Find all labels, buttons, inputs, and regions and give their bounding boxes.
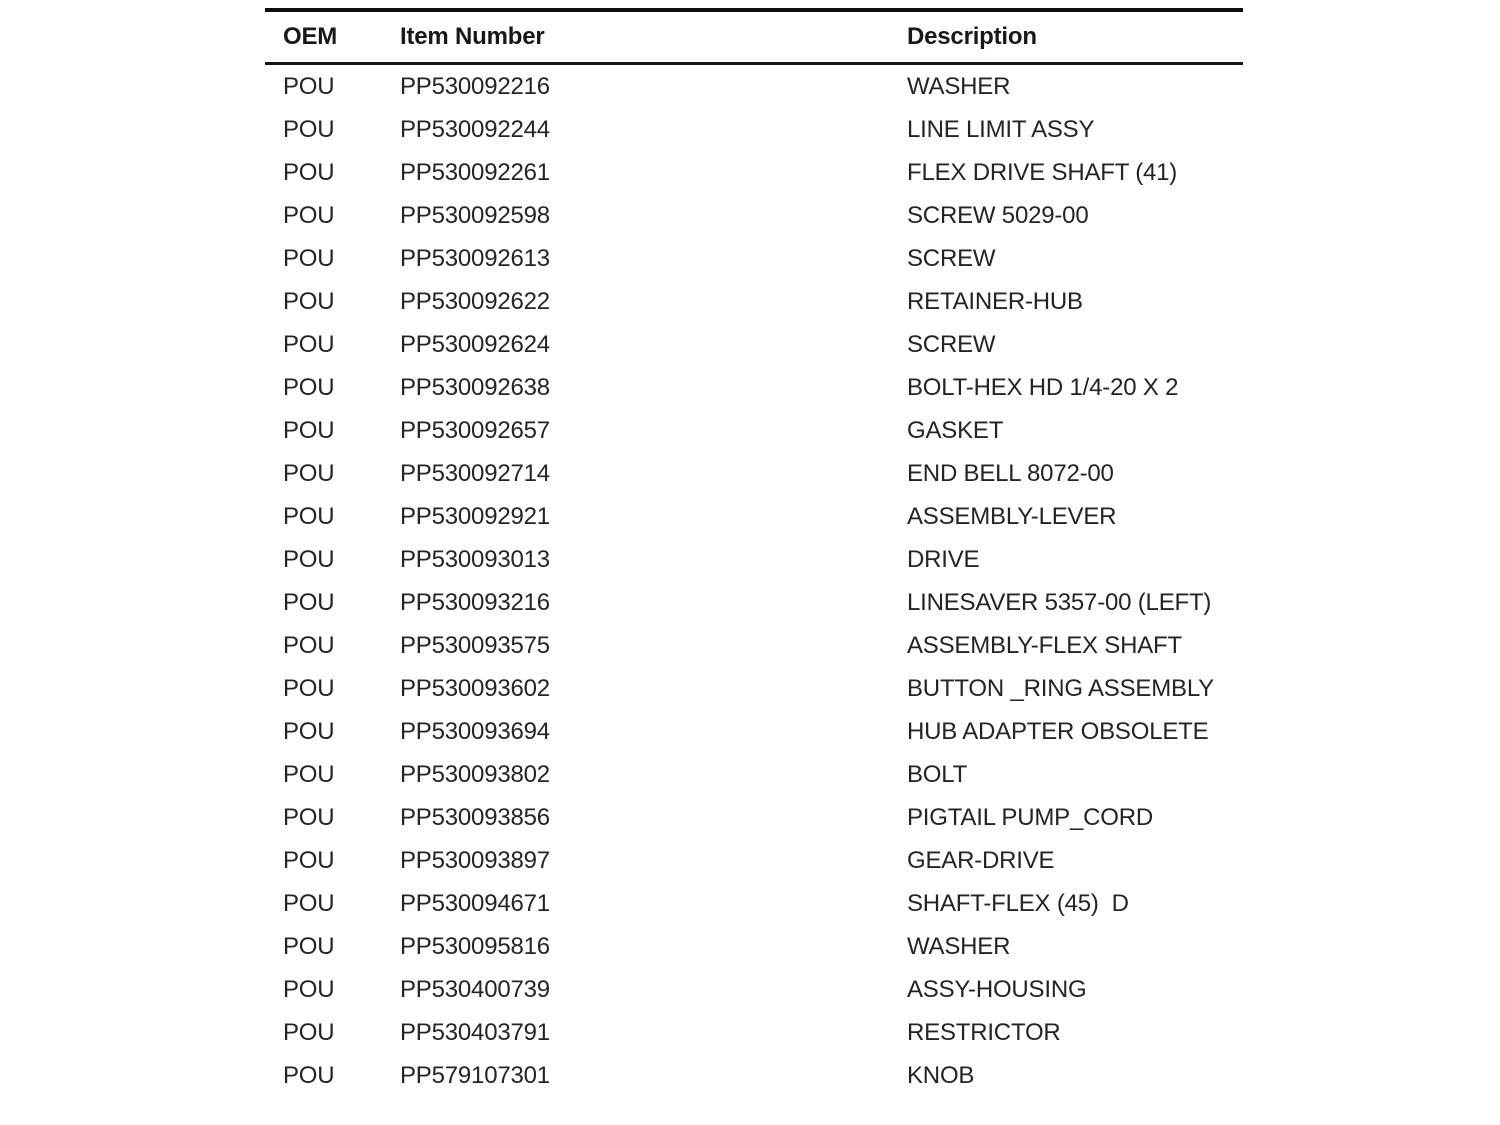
description-cell: GEAR-DRIVE xyxy=(907,846,1055,874)
description-cell: ASSEMBLY-LEVER xyxy=(907,502,1117,530)
oem-cell: POU xyxy=(283,72,335,100)
description-cell: ASSY-HOUSING xyxy=(907,975,1087,1003)
table-row xyxy=(265,1054,1243,1097)
oem-cell: POU xyxy=(283,330,335,358)
description-cell: SCREW xyxy=(907,330,996,358)
oem-cell: POU xyxy=(283,889,335,917)
table-row xyxy=(265,237,1243,280)
item-number-cell: PP530093013 xyxy=(400,545,550,573)
oem-cell: POU xyxy=(283,674,335,702)
description-cell: HUB ADAPTER OBSOLETE xyxy=(907,717,1209,745)
oem-cell: POU xyxy=(283,158,335,186)
oem-cell: POU xyxy=(283,932,335,960)
table-row xyxy=(265,323,1243,366)
oem-cell: POU xyxy=(283,545,335,573)
parts-table xyxy=(265,8,1243,1097)
oem-cell: POU xyxy=(283,717,335,745)
item-number-cell: PP530092622 xyxy=(400,287,550,315)
table-row xyxy=(265,667,1243,710)
item-number-cell: PP530092657 xyxy=(400,416,550,444)
item-number-cell: PP530092624 xyxy=(400,330,550,358)
oem-cell: POU xyxy=(283,1018,335,1046)
oem-cell: POU xyxy=(283,244,335,272)
table-row xyxy=(265,409,1243,452)
oem-cell: POU xyxy=(283,115,335,143)
oem-cell: POU xyxy=(283,1061,335,1089)
item-number-cell: PP530092244 xyxy=(400,115,550,143)
oem-cell: POU xyxy=(283,373,335,401)
parts-table-body xyxy=(265,64,1243,1098)
table-row xyxy=(265,495,1243,538)
item-number-cell: PP530093802 xyxy=(400,760,550,788)
description-cell: SHAFT-FLEX (45) D xyxy=(907,889,1129,917)
item-number-cell: PP530093694 xyxy=(400,717,550,745)
description-cell: PIGTAIL PUMP_CORD xyxy=(907,803,1153,831)
description-cell: LINE LIMIT ASSY xyxy=(907,115,1095,143)
column-header-item-number: Item Number xyxy=(400,10,907,64)
table-row xyxy=(265,882,1243,925)
description-cell: LINESAVER 5357-00 (LEFT) xyxy=(907,588,1212,616)
item-number-cell: PP530093856 xyxy=(400,803,550,831)
table-row xyxy=(265,925,1243,968)
item-number-cell: PP579107301 xyxy=(400,1061,550,1089)
table-row xyxy=(265,753,1243,796)
table-row xyxy=(265,366,1243,409)
table-row xyxy=(265,108,1243,151)
description-cell: SCREW xyxy=(907,244,996,272)
item-number-cell: PP530092261 xyxy=(400,158,550,186)
item-number-cell: PP530092216 xyxy=(400,72,550,100)
oem-cell: POU xyxy=(283,588,335,616)
header-row xyxy=(265,10,1243,64)
description-cell: ASSEMBLY-FLEX SHAFT xyxy=(907,631,1182,659)
table-row xyxy=(265,64,1243,109)
description-cell: RESTRICTOR xyxy=(907,1018,1061,1046)
item-number-cell: PP530400739 xyxy=(400,975,550,1003)
oem-cell: POU xyxy=(283,201,335,229)
oem-cell: POU xyxy=(283,975,335,1003)
table-row xyxy=(265,538,1243,581)
table-row xyxy=(265,1011,1243,1054)
description-cell: BOLT xyxy=(907,760,968,788)
item-number-cell: PP530092613 xyxy=(400,244,550,272)
table-row xyxy=(265,151,1243,194)
description-cell: RETAINER-HUB xyxy=(907,287,1083,315)
description-cell: GASKET xyxy=(907,416,1004,444)
table-row xyxy=(265,194,1243,237)
item-number-cell: PP530093897 xyxy=(400,846,550,874)
item-number-cell: PP530095816 xyxy=(400,932,550,960)
parts-table-header xyxy=(265,10,1243,64)
item-number-cell: PP530093575 xyxy=(400,631,550,659)
oem-cell: POU xyxy=(283,846,335,874)
description-cell: WASHER xyxy=(907,72,1011,100)
item-number-cell: PP530403791 xyxy=(400,1018,550,1046)
description-cell: SCREW 5029-00 xyxy=(907,201,1089,229)
table-row xyxy=(265,624,1243,667)
description-cell: BUTTON _RING ASSEMBLY xyxy=(907,674,1214,702)
item-number-cell: PP530092598 xyxy=(400,201,550,229)
table-row xyxy=(265,452,1243,495)
oem-cell: POU xyxy=(283,760,335,788)
table-row xyxy=(265,710,1243,753)
item-number-cell: PP530092638 xyxy=(400,373,550,401)
table-row xyxy=(265,796,1243,839)
oem-cell: POU xyxy=(283,502,335,530)
column-header-description: Description xyxy=(907,10,1243,64)
description-cell: BOLT-HEX HD 1/4-20 X 2 xyxy=(907,373,1179,401)
oem-cell: POU xyxy=(283,631,335,659)
description-cell: WASHER xyxy=(907,932,1011,960)
table-row xyxy=(265,280,1243,323)
item-number-cell: PP530094671 xyxy=(400,889,550,917)
description-cell: FLEX DRIVE SHAFT (41) xyxy=(907,158,1178,186)
oem-cell: POU xyxy=(283,287,335,315)
oem-cell: POU xyxy=(283,803,335,831)
item-number-cell: PP530093216 xyxy=(400,588,550,616)
item-number-cell: PP530092921 xyxy=(400,502,550,530)
column-header-oem: OEM xyxy=(265,10,400,64)
item-number-cell: PP530093602 xyxy=(400,674,550,702)
table-row xyxy=(265,839,1243,882)
description-cell: DRIVE xyxy=(907,545,980,573)
description-cell: END BELL 8072-00 xyxy=(907,459,1114,487)
table-row xyxy=(265,968,1243,1011)
oem-cell: POU xyxy=(283,459,335,487)
description-cell: KNOB xyxy=(907,1061,975,1089)
oem-cell: POU xyxy=(283,416,335,444)
item-number-cell: PP530092714 xyxy=(400,459,550,487)
table-row xyxy=(265,581,1243,624)
